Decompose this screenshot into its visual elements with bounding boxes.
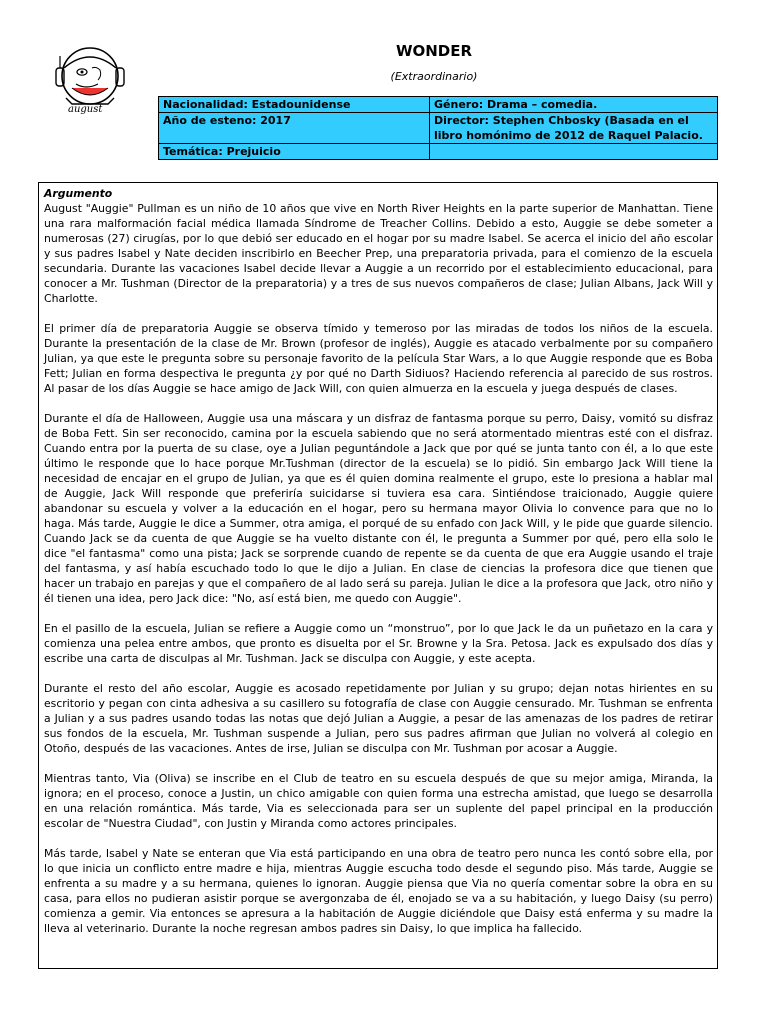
document-subtitle: (Extraordinario) (390, 70, 478, 83)
table-row (159, 144, 718, 160)
argumento-heading: Argumento (44, 187, 113, 200)
empty-cell (430, 144, 718, 160)
logo-caption: august (68, 104, 103, 115)
anio-cell: Año de esteno: 2017 (159, 113, 430, 144)
film-info-table (158, 96, 718, 160)
table-row (159, 97, 718, 113)
argumento-paragraph: En el pasillo de la escuela, Julian se refiere a Auggie como un “monstruo”, por lo que Jack le da un puñetazo en la cara y comienza una pelea entre ambos, que pronto es disuelta por el Sr. Browne y la Sra. Petosa. Jack es expulsado dos días y escribe una carta de disculpas al Mr. Tushman. Jack se disculpa con Auggie, y este acepta. (44, 622, 713, 665)
argumento-paragraph: Mientras tanto, Via (Oliva) se inscribe en el Club de teatro en su escuela después de que su mejor amiga, Miranda, la ignora; en el proceso, conoce a Justin, un chico amigable con quien forma una estrecha amistad, que luego se desarrolla en una relación romántica. Más tarde, Via es seleccionada para ser un suplente del papel principal en la producción escolar de "Nuestra Ciudad", con Justin y Miranda como actores principales. (44, 772, 713, 830)
argumento-paragraph: Durante el resto del año escolar, Auggie es acosado repetidamente por Julian y su grupo; dejan notas hirientes en su escritorio y pegan con cinta adhesiva a su casillero su fotografía de clase con Auggie censurado. Mr. Tushman se enfrenta a Julian y a sus padres usando todas las notas que dejó Julian a Auggie, a pesar de las amenazas de los padres de retirar sus fondos de la escuela, Mr. Tushman suspende a Julian, pero sus padres afirman que Julian no volverá al colegio en Otoño, después de las vacaciones. Antes de irse, Julian se disculpa con Mr. Tushman por acosar a Auggie. (44, 682, 713, 755)
argumento-paragraph: August "Auggie" Pullman es un niño de 10 años que vive en North River Heights en la parte superior de Manhattan. Tiene una rara malformación facial médica llamada Síndrome de Treacher Collins. Debido a esto, Auggie se debe someter a numerosas (27) cirugías, por lo que debió ser educado en el hogar por su madre Isabel. Se acerca el inicio del año escolar y sus padres Isabel y Nate deciden inscribirlo en Beecher Prep, una preparatoria privada, para el comienzo de la escuela secundaria. Durante las vacaciones Isabel decide llevar a Auggie a un recorrido por el establecimiento educacional, para conocer a Mr. Tushman (Director de la preparatoria) y a tres de sus nuevos compañeros de clase; Julian Albans, Jack Will y Charlotte. (44, 202, 713, 305)
tematica-cell: Temática: Prejuicio (159, 144, 430, 160)
director-cell: Director: Stephen Chbosky (Basada en el libro homónimo de 2012 de Raquel Palacio. (430, 113, 718, 144)
argumento-paragraph: Durante el día de Halloween, Auggie usa una máscara y un disfraz de fantasma porque su perro, Daisy, vomitó su disfraz de Boba Fett. Sin ser reconocido, camina por la escuela sabiendo que no será atormentado mientras esté con el disfraz. Cuando entra por la puerta de su clase, oye a Julian peguntándole a Jack que por qué se junta tanto con él, a lo que este último le responde que lo hace porque Mr.Tushman (director de la escuela) se lo pidió. Sin embargo Jack Will tiene la necesidad de encajar en el grupo de Julian, ya que es él quien domina realmente el grupo, este lo presiona a hablar mal de Auggie, Jack Will responde que preferiría suicidarse si tuviera esa cara. Sintiéndose traicionado, Auggie quiere abandonar su escuela y volver a la educación en el hogar, pero su hermana mayor Olivia lo convence para que no lo haga. Más tarde, Auggie le dice a Summer, otra amiga, el porqué de su enfado con Jack Will, y le pide que guarde silencio. Cuando Jack se da cuenta de que Auggie se ha vuelto distante con él, le pregunta a Summer por qué, pero ella solo le dice "el fantasma" como una pista; Jack se sorprende cuando de repente se da cuenta de que era Auggie usando el traje del fantasma, y así había escuchado todo lo que le dijo a Julian. En clase de ciencias la profesora dice que tienen que hacer un trabajo en parejas y que el compañero de al lado será su pareja. Julian le dice a la profesora que Jack, otro niño y él tienen una idea, pero Jack dice: "No, así está bien, me quedo con Auggie". (44, 412, 713, 605)
document-title: WONDER (395, 42, 473, 60)
table-row (159, 113, 718, 144)
argumento-paragraph: Más tarde, Isabel y Nate se enteran que Via está participando en una obra de teatro pero nunca les contó sobre ella, por lo que inicia un conflicto entre madre e hija, mientras Auggie escucha todo desde el segundo piso. Más tarde, Auggie se enfrenta a su madre y a su hermana, quienes lo ignoran. Auggie piensa que Via no quería comentar sobre la obra en su casa, para ellos no pudieran asistir porque se avergonzaba de él, enojado se va a su habitación, y luego Daisy (su perro) comienza a gemir. Via entonces se apresura a la habitación de Auggie diciéndole que Daisy está enferma y su madre la lleva al veterinario. Durante la noche regresan ambos padres sin Daisy, lo que implica ha fallecido. (44, 847, 713, 935)
genero-cell: Género: Drama – comedia. (430, 97, 718, 113)
argumento-section (38, 182, 718, 969)
nacionalidad-cell: Nacionalidad: Estadounidense (159, 97, 430, 113)
argumento-paragraph: El primer día de preparatoria Auggie se observa tímido y temeroso por las miradas de todos los niños de la escuela. Durante la presentación de la clase de Mr. Brown (profesor de inglés), Auggie es atacado verbalmente por su compañero Julian, ya que este le pregunta sobre su personaje favorito de la película Star Wars, a lo que Auggie responde que es Boba Fett; Julian en forma despectiva le pregunta ¿y por qué no Darth Sidiuos? Haciendo referencia al parecido de sus rostros. Al pasar de los días Auggie se hace amigo de Jack Will, con quien almuerza en la escuela y juega después de clases. (44, 322, 713, 395)
